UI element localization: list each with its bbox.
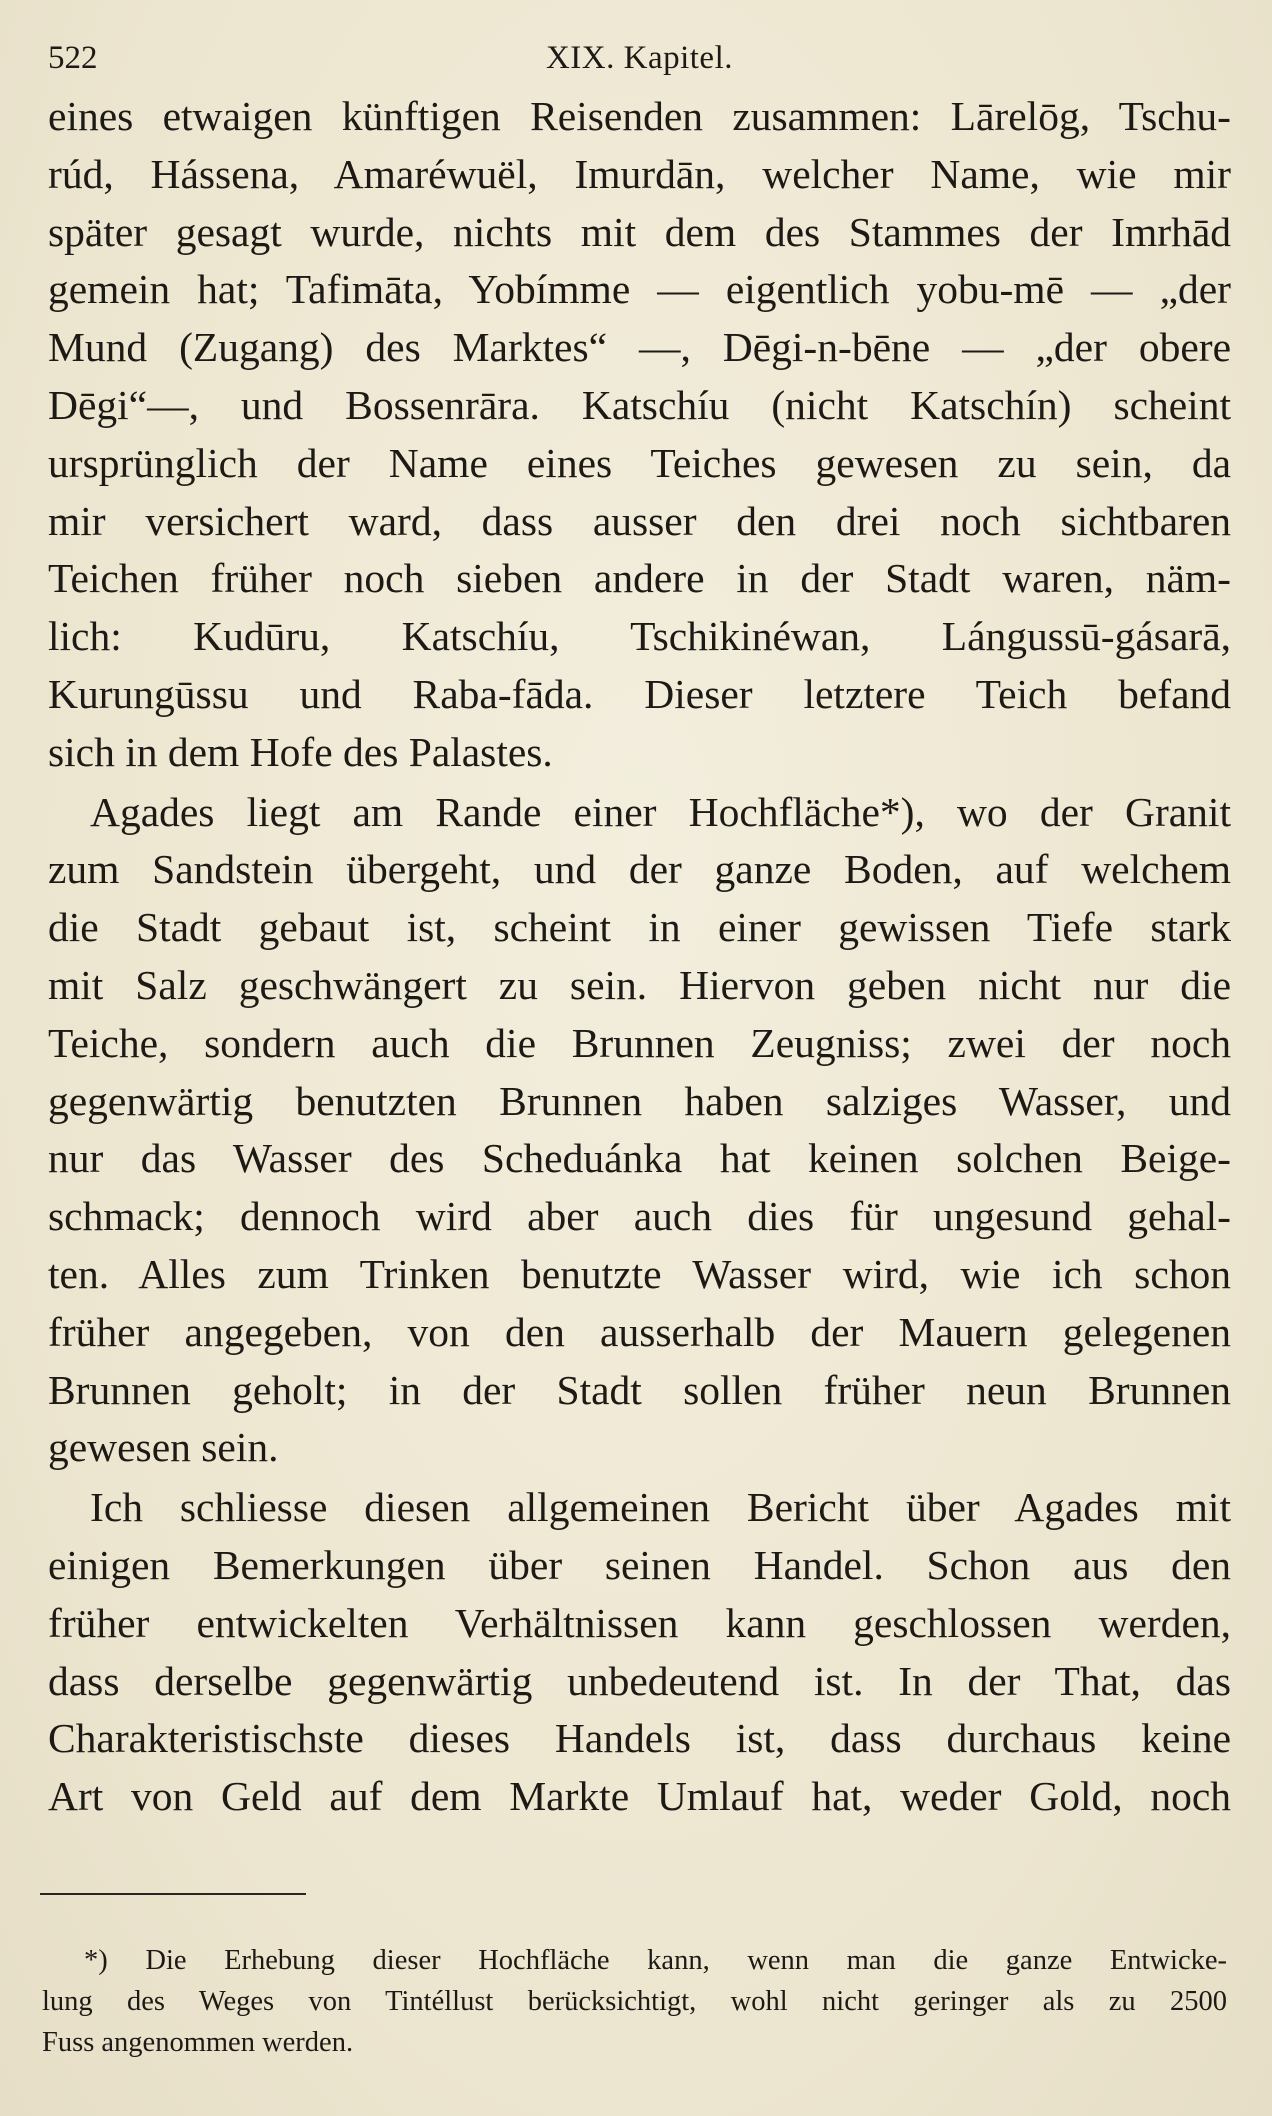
page-number: 522 bbox=[48, 40, 98, 76]
paragraph-2 bbox=[48, 784, 1231, 1478]
text-line: ursprünglich der Name eines Teiches gewesen zu sein, da bbox=[48, 439, 1231, 486]
text-line: früher angegeben, von den ausserhalb der Mauern gelegenen bbox=[48, 1308, 1231, 1355]
text-line: Teiche, sondern auch die Brunnen Zeugniss; zwei der noch bbox=[48, 1019, 1231, 1066]
text-line: ten. Alles zum Trinken benutzte Wasser wird, wie ich schon bbox=[48, 1250, 1231, 1297]
text-line: Dēgi“—, und Bossenrāra. Katschíu (nicht Katschín) scheint bbox=[48, 381, 1231, 428]
footnote-line: *) Die Erhebung dieser Hochfläche kann, wenn man die ganze Entwicke- bbox=[84, 1945, 1227, 1976]
running-head: XIX. Kapitel. bbox=[545, 40, 734, 76]
footnote-divider bbox=[40, 1893, 306, 1895]
text-line: früher entwickelten Verhältnissen kann geschlossen werden, bbox=[48, 1599, 1231, 1646]
text-line: gegenwärtig benutzten Brunnen haben salziges Wasser, und bbox=[48, 1077, 1231, 1124]
paragraph-1 bbox=[48, 88, 1231, 782]
text-line: eines etwaigen künftigen Reisenden zusammen: Lārelōg, Tschu- bbox=[48, 93, 1231, 139]
book-page bbox=[48, 28, 1231, 1826]
text-line: Agades liegt am Rande einer Hochfläche*), wo der Granit bbox=[90, 788, 1231, 835]
text-line: Kurungūssu und Raba-fāda. Dieser letztere Teich befand bbox=[48, 670, 1231, 717]
text-line: Ich schliesse diesen allgemeinen Bericht über Agades mit bbox=[90, 1484, 1231, 1531]
text-line: dass derselbe gegenwärtig unbedeutend ist. In der That, das bbox=[48, 1657, 1231, 1704]
text-line: schmack; dennoch wird aber auch dies für ungesund gehal- bbox=[48, 1193, 1231, 1240]
text-line: Art von Geld auf dem Markte Umlauf hat, weder Gold, noch bbox=[48, 1773, 1231, 1820]
footnote-line: Fuss angenommen werden. bbox=[42, 2027, 354, 2058]
paragraph-3 bbox=[48, 1479, 1231, 1826]
text-line: lich: Kudūru, Katschíu, Tschikinéwan, Lángussū-gásarā, bbox=[48, 613, 1231, 660]
text-line: zum Sandstein übergeht, und der ganze Boden, auf welchem bbox=[48, 846, 1231, 893]
text-line: rúd, Hássena, Amaréwuël, Imurdān, welcher Name, wie mir bbox=[48, 150, 1231, 197]
footnote-line: lung des Weges von Tintéllust berücksichtigt, wohl nicht geringer als zu 2500 bbox=[42, 1986, 1227, 2017]
text-line: gewesen sein. bbox=[48, 1424, 279, 1471]
text-line: die Stadt gebaut ist, scheint in einer gewissen Tiefe stark bbox=[48, 904, 1231, 951]
text-line: mir versichert ward, dass ausser den drei noch sichtbaren bbox=[48, 497, 1231, 544]
main-text bbox=[48, 88, 1231, 1826]
text-line: Charakteristischste dieses Handels ist, dass durchaus keine bbox=[48, 1715, 1231, 1762]
footnote bbox=[42, 1940, 1227, 2063]
text-line: mit Salz geschwängert zu sein. Hiervon geben nicht nur die bbox=[48, 961, 1231, 1008]
text-line: nur das Wasser des Scheduánka hat keinen solchen Beige- bbox=[48, 1135, 1231, 1182]
text-line: Brunnen geholt; in der Stadt sollen früher neun Brunnen bbox=[48, 1366, 1231, 1413]
text-line: einigen Bemerkungen über seinen Handel. Schon aus den bbox=[48, 1541, 1231, 1588]
text-line: später gesagt wurde, nichts mit dem des Stammes der Imrhād bbox=[48, 208, 1231, 255]
text-line: gemein hat; Tafimāta, Yobímme — eigentlich yobu-mē — „der bbox=[48, 266, 1231, 313]
page-header bbox=[48, 28, 1231, 88]
text-line: Teichen früher noch sieben andere in der Stadt waren, näm- bbox=[48, 555, 1231, 602]
text-line: sich in dem Hofe des Palastes. bbox=[48, 728, 553, 775]
text-line: Mund (Zugang) des Marktes“ —, Dēgi-n-bēne — „der obere bbox=[48, 324, 1231, 371]
